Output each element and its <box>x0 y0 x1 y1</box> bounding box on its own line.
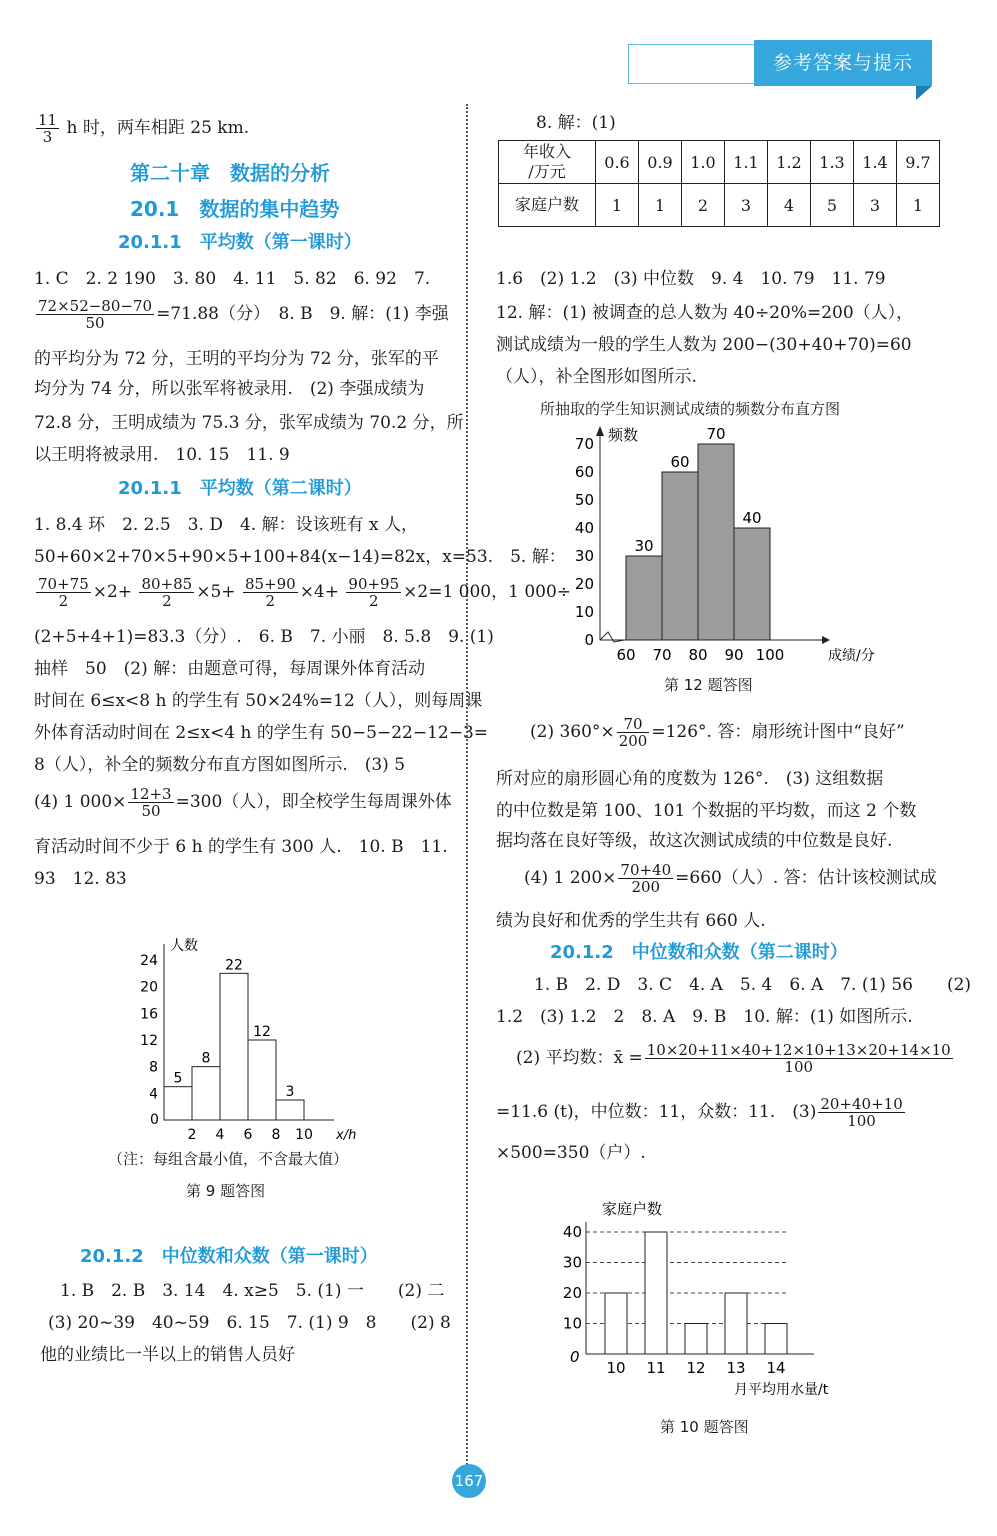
x-tick-label: 2 <box>187 1127 197 1143</box>
left-p3-line-2: 他的业绩比一半以上的销售人员好 <box>40 1345 295 1365</box>
left-p1-line-4: 72.8 分，王明成绩为 75.3 分，张军成绩为 70.2 分，所 <box>34 413 464 433</box>
bar <box>734 528 770 640</box>
origin-label: 0 <box>570 1348 580 1366</box>
y-tick-label: 40 <box>562 1223 582 1241</box>
fraction: $\frac{12+3}{50}$ <box>130 785 172 820</box>
y-tick-label: 24 <box>140 953 158 969</box>
fig10-histogram <box>560 1192 860 1402</box>
page-number-badge <box>452 1464 486 1498</box>
left-p2-line-8: (4) 1 000× $\frac{12+3}{50}$ =300（人），即全校学生每周课外体 <box>34 785 452 820</box>
subsection-title-1: 20.1.1 平均数（第一课时） <box>118 232 362 253</box>
table-cell: 1 <box>897 184 940 227</box>
fig12-title: 所抽取的学生知识测试成绩的频数分布直方图 <box>540 400 841 418</box>
right-p2-line-4: (4) 1 200× $\frac{70+40}{200}$ =660（人）. 答：估计该校测试成 <box>524 861 937 896</box>
y-tick-label: 12 <box>140 1033 158 1049</box>
y-tick-label: 4 <box>149 1086 158 1103</box>
y-tick-label: 30 <box>562 1253 582 1272</box>
header-title-box <box>754 40 932 86</box>
section-title: 20.1 数据的集中趋势 <box>130 197 340 221</box>
left-line-0: $\frac{11}{3}$ h 时，两车相距 25 km. <box>38 111 250 146</box>
fraction: $\frac{70}{200}$ <box>618 715 648 750</box>
table-header-cell: 年收入 /万元 <box>499 141 596 184</box>
right-p3-line-4: ×500=350（户）. <box>496 1143 646 1163</box>
right-p3-line-2: (2) 平均数：x̄ = $\frac{10\times 20+11\times 40+12\times 10+13\times 20+14\times 10}{100}$ <box>516 1041 951 1076</box>
fraction: $\frac{10\times 20+11\times 40+12\times 10+13\times 20+14\times 10}{100}$ <box>646 1041 951 1076</box>
y-axis-label: 家庭户数 <box>602 1200 663 1218</box>
x-tick-label: 90 <box>724 646 744 664</box>
y-axis-arrow <box>596 426 604 436</box>
y-tick-label: 0 <box>584 631 594 649</box>
subsection-title-2: 20.1.1 平均数（第二课时） <box>118 478 362 499</box>
y-tick-label: 70 <box>574 435 594 453</box>
table-cell: 2 <box>682 184 725 227</box>
right-p2-line-5: 绩为良好和优秀的学生共有 660 人. <box>496 911 766 931</box>
bar-value-label: 70 <box>706 425 726 443</box>
table-cell: 1.4 <box>854 141 897 184</box>
fraction: $\frac{70+40}{200}$ <box>620 861 672 896</box>
right-p1-line-1: 12. 解：(1) 被调查的总人数为 40÷20%=200（人）， <box>496 303 914 323</box>
chapter-title: 第二十章 数据的分析 <box>130 161 330 185</box>
table-cell: 1.2 <box>768 141 811 184</box>
fraction: $\frac{20+40+10}{100}$ <box>820 1095 903 1130</box>
y-tick-label: 40 <box>574 519 594 537</box>
bar <box>605 1293 627 1354</box>
bar-value-label: 5 <box>173 1070 183 1087</box>
fig9-caption: 第 9 题答图 <box>186 1182 266 1200</box>
x-tick-label: 14 <box>766 1359 786 1377</box>
header-blank-box <box>628 44 756 84</box>
bar <box>164 1087 192 1120</box>
page-number: 167 <box>454 1472 484 1490</box>
y-tick-label: 10 <box>562 1314 582 1333</box>
fraction: $\frac{80+85}{2}$ <box>141 575 193 610</box>
left-p3-line-0: 1. B 2. B 3. 14 4. x≥5 5. (1) 一 (2) 二 <box>60 1281 445 1301</box>
bar-value-label: 60 <box>670 453 690 471</box>
x-tick-label: 6 <box>243 1127 253 1143</box>
x-tick-label: 60 <box>616 646 636 664</box>
bar <box>725 1293 747 1354</box>
bar <box>220 973 248 1120</box>
column-divider <box>466 104 468 1484</box>
right-p2-line-2: 的中位数是第 100、101 个数据的平均数，而这 2 个数 <box>496 801 917 821</box>
y-tick-label: 16 <box>140 1006 158 1023</box>
table-cell: 1 <box>639 184 682 227</box>
y-tick-label: 30 <box>574 547 594 565</box>
x-tick-label: 11 <box>646 1359 666 1377</box>
y-tick-label: 8 <box>149 1059 158 1076</box>
subsection-title-4: 20.1.2 中位数和众数（第二课时） <box>550 942 848 963</box>
y-tick-label: 10 <box>574 603 594 621</box>
right-p2-line-0: (2) 360°× $\frac{70}{200}$ =126°. 答：扇形统计图中“良好” <box>530 715 905 750</box>
fraction: $\frac{85+90}{2}$ <box>244 575 296 610</box>
right-p1-line-3: （人），补全图形如图所示. <box>496 367 697 387</box>
y-axis-label: 频数 <box>608 426 639 444</box>
header-ribbon-tail <box>916 86 932 100</box>
q8-heading: 8. 解：(1) <box>536 113 616 133</box>
bar <box>685 1324 707 1355</box>
bar <box>192 1067 220 1120</box>
table-cell: 1.0 <box>682 141 725 184</box>
fig12-histogram <box>556 420 875 670</box>
right-p3-line-1: 1.2 (3) 1.2 2 8. A 9. B 10. 解：(1) 如图所示. <box>496 1007 913 1027</box>
y-axis-label: 人数 <box>170 938 198 954</box>
bar <box>626 556 662 640</box>
table-cell: 0.6 <box>596 141 639 184</box>
left-p1-line-3: 均分为 74 分，所以张军将被录用. (2) 李强成绩为 <box>34 379 425 399</box>
fraction: $\frac{72\times 52-80-70}{50}$ <box>38 297 153 332</box>
left-p1-line-0: 1. C 2. 2 190 3. 80 4. 11 5. 82 6. 92 7. <box>34 269 431 289</box>
x-tick-label: 70 <box>652 646 672 664</box>
bar-value-label: 40 <box>742 509 762 527</box>
fig12-caption: 第 12 题答图 <box>664 676 753 694</box>
left-p2-line-7: 8（人），补全的频数分布直方图如图所示. (3) 5 <box>34 755 406 775</box>
bar <box>248 1040 276 1120</box>
table-cell: 1.1 <box>725 141 768 184</box>
right-p1-line-2: 测试成绩为一般的学生人数为 200−(30+40+70)=60 <box>496 335 912 355</box>
bar-value-label: 30 <box>634 537 654 555</box>
fig9-note: （注：每组含最小值，不含最大值） <box>108 1150 349 1168</box>
bar-value-label: 22 <box>225 957 243 974</box>
left-p1-line-5: 以王明将被录用. 10. 15 11. 9 <box>34 445 290 465</box>
fraction: $\frac{70+75}{2}$ <box>38 575 89 610</box>
x-axis-label: 月平均用水量/t <box>734 1382 829 1398</box>
left-p2-line-0: 1. 8.4 环 2. 2.5 3. D 4. 解：设该班有 x 人， <box>34 515 418 535</box>
x-tick-label: 80 <box>688 646 708 664</box>
y-tick-label: 50 <box>574 491 594 509</box>
x-axis-arrow <box>822 636 830 644</box>
right-p3-line-0: 1. B 2. D 3. C 4. A 5. 4 6. A 7. (1) 56 (2) <box>534 975 972 995</box>
x-axis-label: x/h <box>336 1128 357 1143</box>
table-cell: 0.9 <box>639 141 682 184</box>
bar-value-label: 8 <box>201 1050 211 1067</box>
bar-value-label: 3 <box>285 1084 295 1100</box>
left-p2-line-1: 50+60×2+70×5+90×5+100+84(x−14)=82x，x=53. 5. 解： <box>34 547 566 567</box>
x-tick-label: 8 <box>271 1127 281 1143</box>
left-p2-line-6: 外体育活动时间在 2≤x<4 h 的学生有 50−5−22−12−3= <box>34 723 489 743</box>
x-axis-label: 成绩/分 <box>828 648 875 664</box>
right-p1-line-0: 1.6 (2) 1.2 (3) 中位数 9. 4 10. 79 11. 79 <box>496 269 886 289</box>
left-p1-line-1: $\frac{72\times 52-80-70}{50}$ =71.88（分） 8. B 9. 解：(1) 李强 <box>38 297 449 332</box>
fraction: $\frac{90+95}{2}$ <box>348 575 400 610</box>
header-title: 参考答案与提示 <box>772 52 913 74</box>
subsection-title-3: 20.1.2 中位数和众数（第一课时） <box>80 1246 378 1267</box>
table-cell: 3 <box>854 184 897 227</box>
bar <box>698 444 734 640</box>
left-p2-line-3: (2+5+4+1)=83.3（分）. 6. B 7. 小丽 8. 5.8 9. (1) <box>34 627 494 647</box>
y-tick-label: 20 <box>574 575 594 593</box>
x-tick-label: 13 <box>726 1359 746 1377</box>
origin-label: 0 <box>150 1112 159 1128</box>
y-tick-label: 20 <box>140 979 158 996</box>
fig9-histogram <box>100 930 357 1143</box>
y-tick-label: 60 <box>574 463 594 481</box>
x-tick-label: 100 <box>755 646 785 664</box>
table-header-cell: 家庭户数 <box>499 184 596 227</box>
left-p2-line-5: 时间在 6≤x<8 h 的学生有 50×24%=12（人），则每周课 <box>34 691 483 711</box>
table-cell: 1 <box>596 184 639 227</box>
right-p2-line-1: 所对应的扇形圆心角的度数为 126°. (3) 这组数据 <box>496 769 884 789</box>
bar <box>645 1232 667 1354</box>
right-p3-line-3: =11.6 (t)，中位数：11，众数：11. (3) $\frac{20+40+10}{100}$ <box>496 1095 903 1130</box>
table-cell: 9.7 <box>897 141 940 184</box>
table-cell: 1.3 <box>811 141 854 184</box>
table-row <box>499 141 940 184</box>
left-p3-line-1: (3) 20~39 40~59 6. 15 7. (1) 9 8 (2) 8 <box>48 1313 451 1333</box>
bar <box>662 472 698 640</box>
bar <box>276 1100 304 1120</box>
left-p2-line-9: 育活动时间不少于 6 h 的学生有 300 人. 10. B 11. <box>34 837 448 857</box>
fig10-caption: 第 10 题答图 <box>660 1418 749 1436</box>
table-cell: 3 <box>725 184 768 227</box>
table-cell: 5 <box>811 184 854 227</box>
table-cell: 4 <box>768 184 811 227</box>
left-p2-line-4: 抽样 50 (2) 解：由题意可得，每周课外体育活动 <box>34 659 426 679</box>
x-tick-label: 10 <box>606 1359 626 1377</box>
x-tick-label: 12 <box>686 1359 706 1377</box>
x-tick-label: 4 <box>215 1127 225 1143</box>
right-p2-line-3: 据均落在良好等级，故这次测试成绩的中位数是良好. <box>496 831 893 851</box>
x-tick-label: 10 <box>295 1127 313 1143</box>
income-table <box>498 140 940 227</box>
fraction: $\frac{11}{3}$ <box>38 111 58 146</box>
left-p2-line-10: 93 12. 83 <box>34 869 127 889</box>
left-p1-line-2: 的平均分为 72 分，王明的平均分为 72 分，张军的平 <box>34 349 439 369</box>
y-tick-label: 20 <box>562 1284 582 1302</box>
bar <box>765 1324 787 1355</box>
bar-value-label: 12 <box>253 1024 271 1040</box>
table-row <box>499 184 940 227</box>
left-p2-line-2: $\frac{70+75}{2}$ ×2+ $\frac{80+85}{2}$ ×5+ $\frac{85+90}{2}$ ×4+ $\frac{90+95}{2}$ ×2=1 000，1 000÷ <box>38 575 572 610</box>
